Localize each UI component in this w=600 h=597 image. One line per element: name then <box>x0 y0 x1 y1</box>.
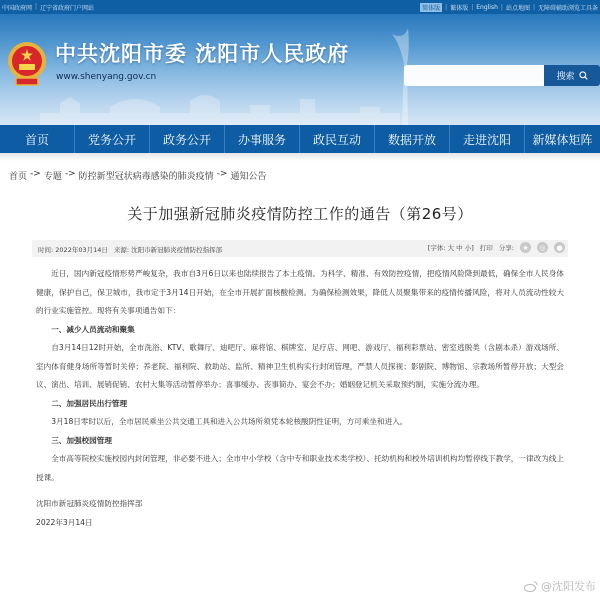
signature-date: 2022年3月14日 <box>36 517 93 527</box>
section-heading-2: 二、加强居民出行管理 <box>51 398 128 408</box>
search-button[interactable] <box>544 65 600 86</box>
divider: | <box>500 4 503 11</box>
font-size-small[interactable]: 小 <box>464 244 472 252</box>
header-banner <box>0 14 600 125</box>
section-paragraph-3: 全市高等院校实施校园内封闭管理，非必要不进入；全市中小学校（含中专和职业技术类学校）、托幼机构和校外培训机构均暂停线下教学，一律改为线上授课。 <box>36 454 564 482</box>
section-paragraph-1: 自3月14日12时开始，全市洗浴、KTV、歌舞厅、迪吧厅、麻将馆、棋牌室、足疗店、网吧、游戏厅、福利彩票站、密室逃脱类（含剧本杀）游戏场所、室内体育健身场所等暂时关停；养老院、福利院、救助站、监所、精神卫生机构实行封闭管理，严禁人员探视；影剧院、博物馆、宗教场所暂停开放；大型会议、演出、培训、展销促销、农村大集等活动暂停举办；喜事缓办、丧事简办、宴会不办；婚姻登记机关采取预约制，实施分流办理。 <box>36 343 564 389</box>
font-label: [字体: <box>427 244 446 252</box>
font-size-control <box>428 243 474 252</box>
link-accessibility[interactable]: 无障碍辅助浏览工具条 <box>537 5 598 12</box>
divider: | <box>445 4 448 11</box>
nav-item-open-data[interactable]: 数据开放 <box>375 125 450 153</box>
font-close: ] <box>471 244 474 252</box>
link-sitemap[interactable]: 站点地图 <box>505 5 530 12</box>
publish-time: 2022年03月14日 <box>55 246 108 254</box>
breadcrumb-covid-topic[interactable]: 防控新型冠状病毒感染的肺炎疫情 <box>78 172 214 182</box>
signature-org: 沈阳市新冠肺炎疫情防控指挥部 <box>36 499 143 508</box>
intro-paragraph: 近日，国内新冠疫情形势严峻复杂，我市自3月6日以来也陆续报告了本土疫情。为科学、精准、有效防控疫情，把疫情风险降到最低，确保全市人民身体健康，保护自己，保卫城市，我市定于3月14日开始，在全市开展扩面核酸检测。为确保检测效果，降低人员聚集带来的疫情传播风险，将对人员流动性较大的行业实施管控。现将有关事项通告如下： <box>36 269 564 315</box>
source: 沈阳市新冠肺炎疫情防控指挥部 <box>131 246 223 254</box>
print-button[interactable]: 打印 <box>479 244 493 252</box>
article-body <box>36 265 564 532</box>
nav-item-party-affairs[interactable]: 党务公开 <box>75 125 150 153</box>
link-liaoning-gov[interactable]: 辽宁省政府门户网站 <box>40 5 95 12</box>
site-title: 中共沈阳市委 沈阳市人民政府 <box>55 42 350 66</box>
section-paragraph-2: 3月18日零时以后，全市居民乘坐公共交通工具和进入公共场所须凭本轮核酸阴性证明，方可乘坐和进入。 <box>51 417 408 426</box>
source-label: 来源: <box>113 246 130 254</box>
font-size-medium[interactable]: 中 <box>456 244 463 252</box>
divider: | <box>35 3 38 10</box>
site-url: www.shenyang.gov.cn <box>56 72 157 82</box>
breadcrumb-home[interactable]: 首页 <box>9 172 28 182</box>
divider: | <box>471 4 474 11</box>
search-icon <box>579 71 588 80</box>
breadcrumb-topics[interactable]: 专题 <box>43 172 62 182</box>
section-heading-3: 三、加强校园管理 <box>51 435 112 445</box>
share-qzone-icon[interactable]: ★ <box>520 242 531 253</box>
top-utility-bar <box>0 0 600 14</box>
nav-shadow <box>0 153 600 161</box>
share-wechat-icon[interactable]: ● <box>554 242 565 253</box>
share-weibo-icon[interactable]: ◎ <box>537 242 548 253</box>
font-size-large[interactable]: 大 <box>447 244 455 252</box>
city-skyline-graphic <box>40 85 400 125</box>
breadcrumb <box>9 169 266 182</box>
section-heading-1: 一、减少人员流动和聚集 <box>51 324 135 334</box>
breadcrumb-separator: -> <box>30 169 41 179</box>
article-title: 关于加强新冠肺炎疫情防控工作的通告（第26号） <box>127 205 473 223</box>
external-links <box>2 3 94 12</box>
watermark-text: @沈阳发布 <box>541 580 596 593</box>
weibo-watermark <box>524 578 596 594</box>
nav-item-new-media[interactable]: 新媒体矩阵 <box>532 132 593 147</box>
nav-item-interaction[interactable]: 政民互动 <box>300 125 375 153</box>
breadcrumb-separator: -> <box>216 169 228 179</box>
weibo-logo-icon <box>524 581 538 592</box>
search-input[interactable] <box>404 65 544 86</box>
breadcrumb-separator: -> <box>64 169 76 179</box>
divider: | <box>532 4 535 11</box>
link-english[interactable]: English <box>476 4 498 11</box>
nav-item-government-affairs[interactable]: 政务公开 <box>150 125 225 153</box>
link-gov-cn[interactable]: 中国政府网 <box>2 5 33 12</box>
nav-item-services[interactable]: 办事服务 <box>225 125 300 153</box>
nav-item-home[interactable]: 首页 <box>0 125 75 153</box>
share-label: 分享: <box>498 244 514 252</box>
breadcrumb-notices[interactable]: 通知公告 <box>230 172 267 182</box>
article-meta-bar <box>32 240 568 257</box>
nav-item-about-shenyang[interactable]: 走进沈阳 <box>450 125 525 153</box>
national-emblem-icon <box>6 40 48 88</box>
link-traditional[interactable]: 繁体版 <box>450 5 469 12</box>
utility-links <box>420 3 598 12</box>
link-simplified[interactable]: 简体版 <box>422 5 441 12</box>
time-label: 时间: <box>38 246 54 254</box>
main-nav <box>0 125 600 153</box>
search-button-label: 搜索 <box>556 72 575 82</box>
